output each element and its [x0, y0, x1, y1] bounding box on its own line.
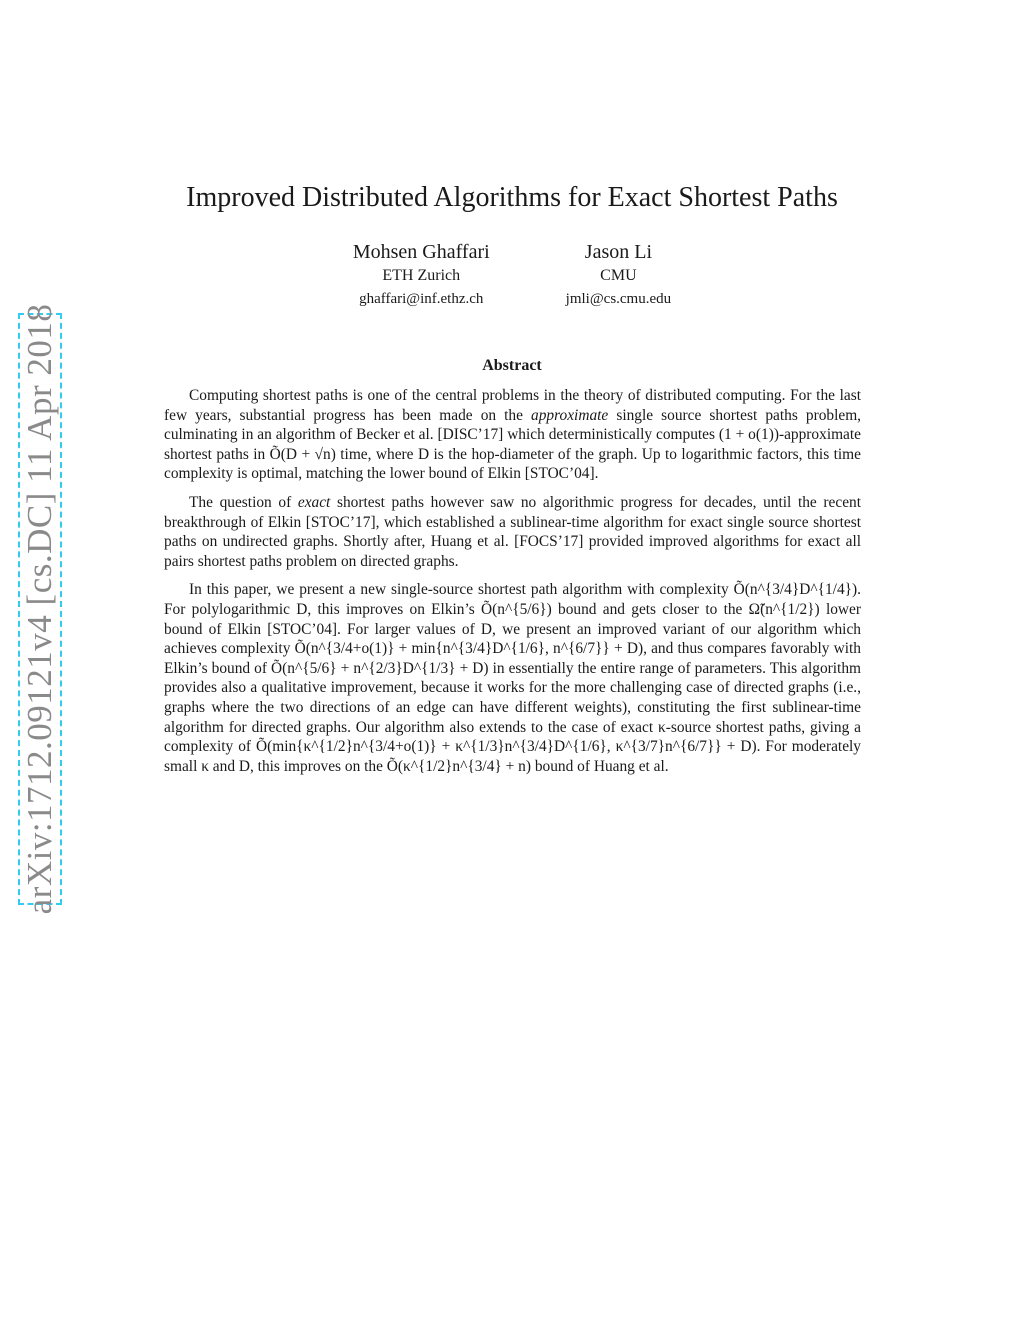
- abstract-heading: Abstract: [482, 357, 542, 374]
- arxiv-stamp: [18, 303, 62, 915]
- author-email: ghaffari@inf.ethz.ch: [359, 291, 484, 307]
- abstract-paragraph-3: [164, 580, 861, 776]
- arxiv-identifier: arXiv:1712.09121v4 [cs.DC] 11 Apr 2018: [20, 303, 59, 915]
- author-1: [353, 240, 490, 310]
- paper-title: Improved Distributed Algorithms for Exact Shortest Paths: [186, 182, 838, 213]
- author-block: [0, 240, 1024, 310]
- abstract-body: [164, 386, 861, 785]
- abstract-paragraph-1: [164, 386, 861, 484]
- abstract-text: In this paper, we present a new single-source shortest path algorithm with complexity Õ(n^{3/4}D^{1/4}). For polylogarithmic D, this improves on Elkin’s Õ(n^{5/6}) bound and gets closer to the Ω̃(n^{1/2}) lower bound of Elkin [STOC’04]. For larger values of D, we present an improved variant of our algorithm which achieves complexity Õ(n^{3/4+o(1)} + min{n^{3/4}D^{1/6}, n^{6/7}} + D), and thus compares favorably with Elkin’s bound of Õ(n^{5/6} + n^{2/3}D^{1/3} + D) in essentially the entire range of parameters. This algorithm provides also a qualitative improvement, because it works for the more challenging case of directed graphs (i.e., graphs where the two directions of an edge can have different weights), constituting the first sublinear-time algorithm for directed graphs. Our algorithm also extends to the case of exact κ-source shortest paths, giving a complexity of Õ(min{κ^{1/2}n^{3/4+o(1)} + κ^{1/3}n^{3/4}D^{1/6}, κ^{3/7}n^{6/7}} + D). For moderately small κ and D, this improves on the Õ(κ^{1/2}n^{3/4} + n) bound of Huang et al.: [164, 581, 861, 775]
- author-email: jmli@cs.cmu.edu: [565, 291, 672, 307]
- abstract-text: The question of: [189, 493, 298, 511]
- emphasis-text: exact: [297, 493, 331, 511]
- author-name: Jason Li: [584, 241, 653, 263]
- abstract-text: shortest paths however saw no algorithmic progress for decades, until the recent breakthrough of Elkin [STOC’17], which established a sublinear-time algorithm for exact single source shortest paths on undirected graphs. Shortly after, Huang et al. [FOCS’17] provided improved algorithms for exact all pairs shortest paths problem on directed graphs.: [164, 493, 861, 570]
- abstract-text: single source shortest paths problem, culminating in an algorithm of Becker et al. [DISC’17] which deterministically computes (1 + o(1))-approximate shortest paths in Õ(D + √n) time, where D is the hop-diameter of the graph. Up to logarithmic factors, this time complexity is optimal, matching the lower bound of Elkin [STOC’04].: [164, 406, 862, 483]
- author-affiliation: CMU: [600, 267, 637, 284]
- author-name: Mohsen Ghaffari: [352, 241, 490, 263]
- author-2: [566, 240, 671, 310]
- author-affiliation: ETH Zurich: [382, 267, 461, 284]
- abstract-text: Computing shortest paths is one of the central problems in the theory of distributed computing. For the last few years, substantial progress has been made on the: [164, 387, 861, 424]
- abstract-paragraph-2: [164, 493, 861, 571]
- emphasis-text: approximate: [531, 406, 609, 424]
